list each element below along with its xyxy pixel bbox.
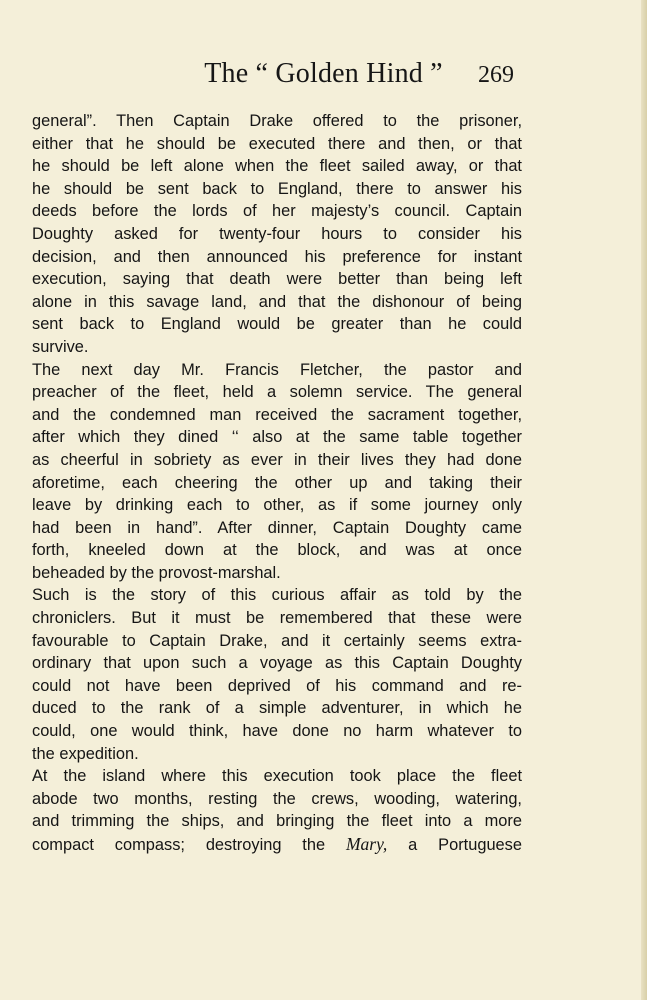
text-line: beheaded by the provost-marshal. [32, 563, 281, 582]
chapter-title: The “ Golden Hind ” [204, 58, 443, 89]
text-line: could, one would think, have done no harm whatever to [32, 722, 522, 741]
text-line: sent back to England would be greater than he could [32, 315, 522, 334]
text-line: The next day Mr. Francis Fletcher, the pastor and [32, 360, 522, 379]
text-line: survive. [32, 337, 89, 356]
text-line: abode two months, resting the crews, wooding, watering, [32, 789, 522, 808]
body-text [32, 110, 522, 856]
text-line: ordinary that upon such a voyage as this Captain Doughty [32, 654, 522, 673]
text-line: he should be sent back to England, there to answer his [32, 179, 522, 198]
last-line-start: compact compass; destroying the [32, 836, 326, 854]
text-line: At the island where this execution took place the fleet [32, 767, 522, 786]
text-line: either that he should be executed there and then, or that [32, 134, 522, 153]
text-line: as cheerful in sobriety as ever in their lives they had done [32, 450, 522, 469]
page-number: 269 [478, 62, 514, 88]
text-line: Such is the story of this curious affair as told by the [32, 586, 522, 605]
text-line: duced to the rank of a simple adventurer, in which he [32, 699, 522, 718]
text-line: he should be left alone when the fleet sailed away, or that [32, 157, 522, 176]
text-line: and trimming the ships, and bringing the fleet into a more [32, 812, 522, 831]
text-line: deeds before the lords of her majesty’s council. Captain [32, 202, 522, 221]
text-line: execution, saying that death were better than being left [32, 270, 522, 289]
text-line: aforetime, each cheering the other up and taking their [32, 473, 522, 492]
text-line: general”. Then Captain Drake offered to the prisoner, [32, 112, 522, 130]
text-line: decision, and then announced his preference for instant [32, 247, 522, 266]
text-line: and the condemned man received the sacrament together, [32, 405, 522, 424]
running-head [0, 58, 647, 98]
text-line: after which they dined ‘‘ also at the same table together [32, 428, 522, 447]
page-edge [641, 0, 647, 1000]
text-line-last [32, 833, 522, 856]
text-line: forth, kneeled down at the block, and was at once [32, 541, 522, 560]
last-line-end: a Portuguese [408, 836, 522, 854]
text-line: preacher of the fleet, held a solemn service. The general [32, 383, 522, 402]
text-line: had been in hand”. After dinner, Captain Doughty came [32, 518, 522, 537]
text-line: the expedition. [32, 744, 139, 763]
ship-name: Mary, [345, 834, 388, 854]
text-line: chroniclers. But it must be remembered that these were [32, 609, 522, 628]
text-line: Doughty asked for twenty-four hours to consider his [32, 224, 522, 243]
text-line: alone in this savage land, and that the dishonour of being [32, 292, 522, 311]
text-line: leave by drinking each to other, as if some journey only [32, 496, 522, 515]
text-line: could not have been deprived of his command and re- [32, 676, 522, 695]
text-line: favourable to Captain Drake, and it certainly seems extra- [32, 631, 522, 650]
